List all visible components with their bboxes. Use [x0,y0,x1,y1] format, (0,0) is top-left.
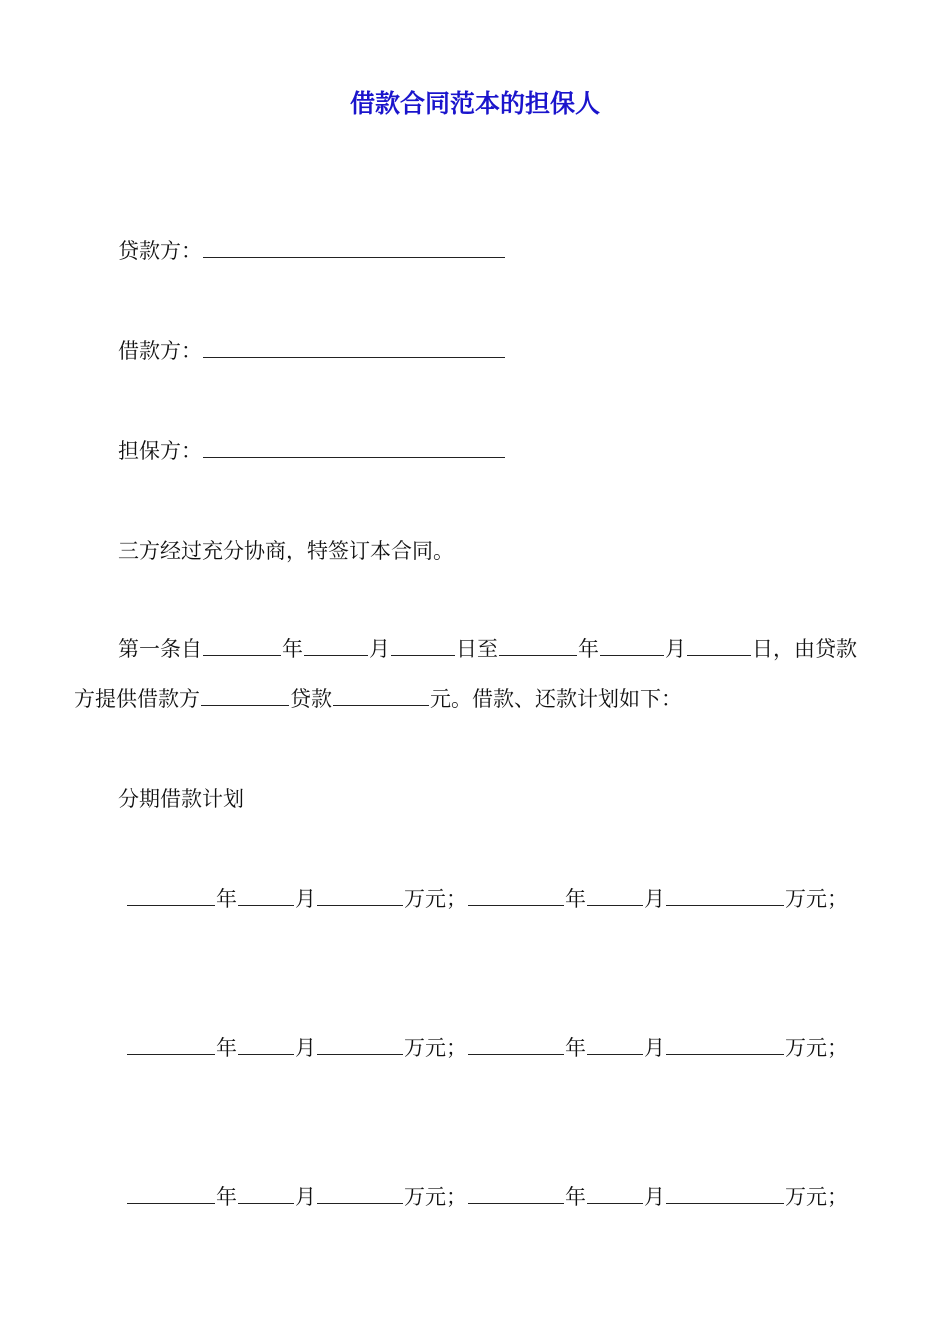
start-year-blank[interactable] [203,635,281,656]
loan-amount-blank[interactable] [333,685,429,706]
lender-line [118,236,506,266]
year-label: 年 [565,1036,586,1060]
end-month-blank[interactable] [600,635,664,656]
end-year-blank[interactable] [499,635,577,656]
article1-line1 [118,634,857,664]
plan-month-blank[interactable] [238,1034,294,1055]
amount-unit-label: 万元； [404,1185,467,1209]
amount-unit-label: 万元； [785,887,848,911]
month-label: 月 [644,1036,665,1060]
day-to-label: 日至 [456,637,498,661]
plan-month-blank[interactable] [587,1183,643,1204]
plan-row-3 [126,1182,848,1212]
lender-blank[interactable] [203,237,505,258]
plan-year-blank[interactable] [468,1034,564,1055]
year-label: 年 [578,637,599,661]
month-label: 月 [295,1185,316,1209]
plan-amount-blank[interactable] [317,1183,403,1204]
month-label: 月 [665,637,686,661]
year-label: 年 [565,1185,586,1209]
plan-year-blank[interactable] [468,1183,564,1204]
plan-row-1 [126,884,848,914]
loan-label: 贷款 [290,687,332,711]
borrower-label: 借款方： [118,339,202,363]
amount-unit-label: 万元； [785,1185,848,1209]
month-label: 月 [295,1036,316,1060]
guarantor-line [118,436,506,466]
lender-label: 贷款方： [118,239,202,263]
year-label: 年 [565,887,586,911]
year-label: 年 [216,1185,237,1209]
year-label: 年 [216,1036,237,1060]
borrower-provide-label: 方提供借款方 [74,687,200,711]
plan-month-blank[interactable] [238,885,294,906]
guarantor-blank[interactable] [203,437,505,458]
document-title: 借款合同范本的担保人 [349,89,600,118]
amount-unit-label: 万元； [404,1036,467,1060]
borrower-blank[interactable] [203,337,505,358]
end-day-blank[interactable] [687,635,751,656]
month-label: 月 [644,1185,665,1209]
guarantor-label: 担保方： [118,439,202,463]
plan-amount-blank[interactable] [666,1034,784,1055]
plan-year-blank[interactable] [127,1183,215,1204]
article1-prefix: 第一条自 [118,637,202,661]
plan-year-blank[interactable] [127,1034,215,1055]
plan-amount-blank[interactable] [666,1183,784,1204]
plan-intro-label: 元。借款、还款计划如下： [430,687,682,711]
plan-year-blank[interactable] [468,885,564,906]
plan-heading: 分期借款计划 [118,787,244,811]
plan-amount-blank[interactable] [666,885,784,906]
plan-amount-blank[interactable] [317,885,403,906]
intro-paragraph: 三方经过充分协商，特签订本合同。 [118,539,454,563]
start-day-blank[interactable] [391,635,455,656]
plan-month-blank[interactable] [238,1183,294,1204]
amount-unit-label: 万元； [404,887,467,911]
plan-row-2 [126,1033,848,1063]
article1-line2 [74,684,682,714]
amount-unit-label: 万元； [785,1036,848,1060]
plan-year-blank[interactable] [127,885,215,906]
plan-month-blank[interactable] [587,1034,643,1055]
plan-month-blank[interactable] [587,885,643,906]
month-label: 月 [644,887,665,911]
month-label: 月 [369,637,390,661]
plan-amount-blank[interactable] [317,1034,403,1055]
start-month-blank[interactable] [304,635,368,656]
year-label: 年 [282,637,303,661]
day-label: 日，由贷款 [752,637,857,661]
month-label: 月 [295,887,316,911]
year-label: 年 [216,887,237,911]
borrower-name-blank[interactable] [201,685,289,706]
borrower-line [118,336,506,366]
